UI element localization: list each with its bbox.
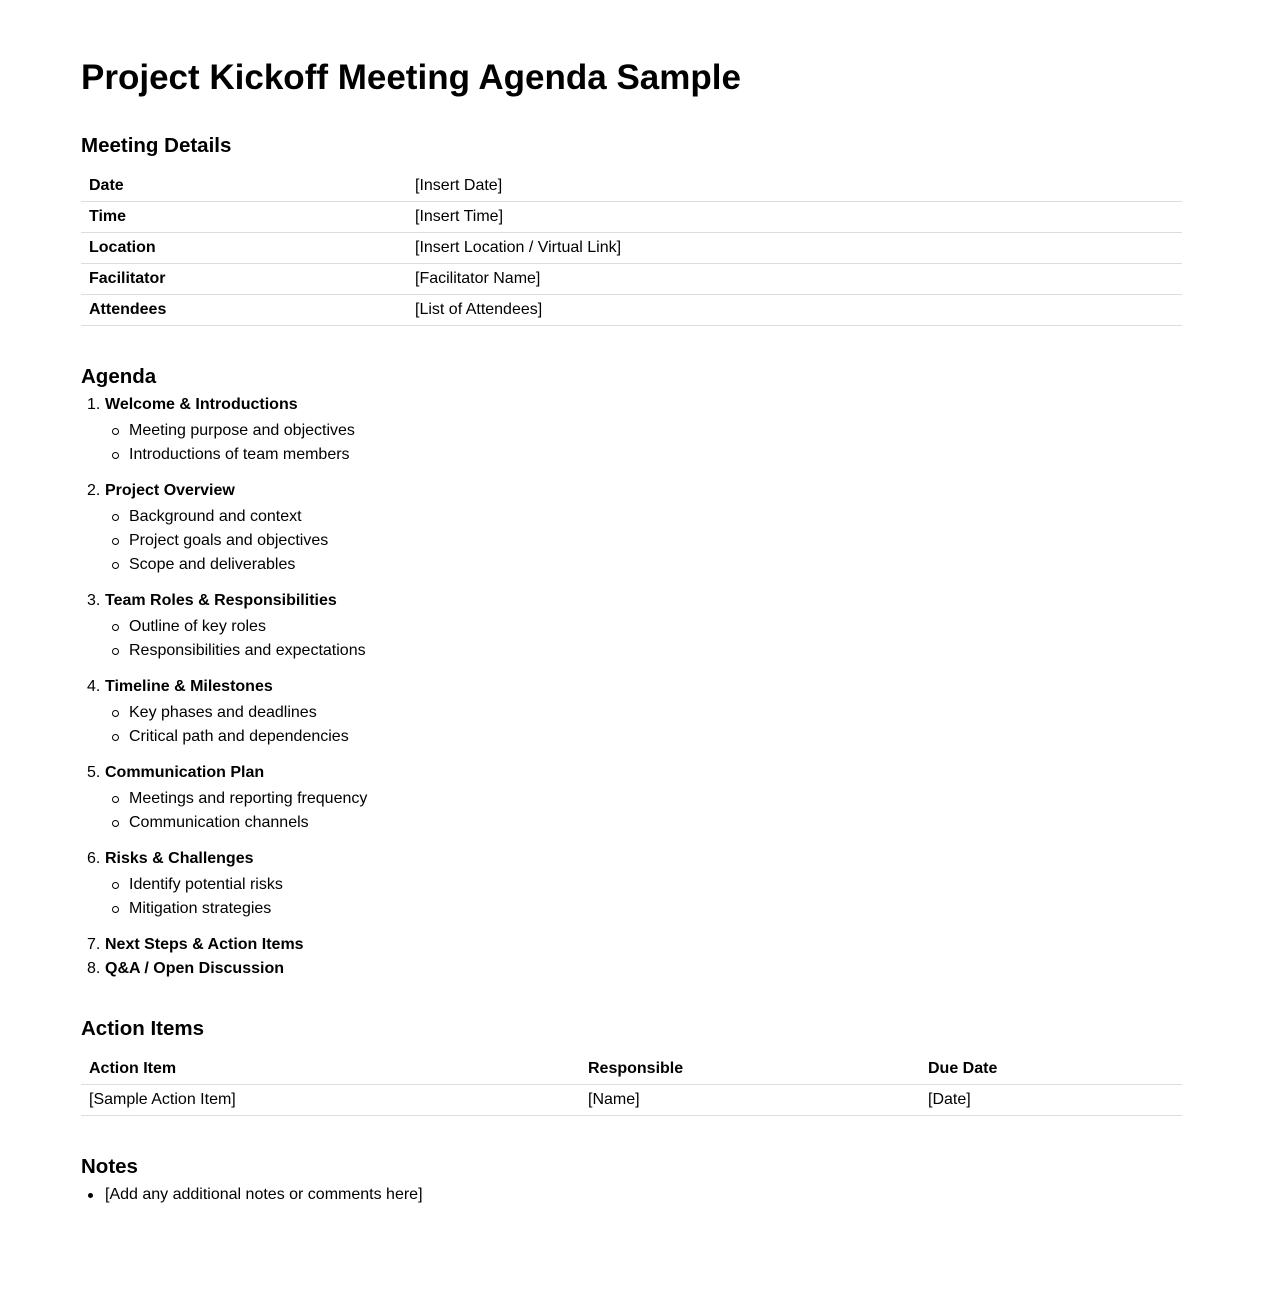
subitem-text: Project goals and objectives (129, 532, 329, 549)
note-text: [Add any additional notes or comments here] (105, 1186, 423, 1203)
circle-bullet-icon (112, 538, 119, 545)
detail-value: [Insert Date] (407, 171, 1182, 202)
subitem-text: Meeting purpose and objectives (129, 422, 355, 439)
table-row (81, 171, 1182, 202)
circle-bullet-icon (112, 428, 119, 435)
list-item (105, 873, 367, 897)
disc-bullet-icon (88, 1193, 93, 1198)
agenda-item (81, 761, 367, 847)
detail-value: [Insert Time] (407, 202, 1182, 233)
agenda-item (81, 675, 367, 761)
column-header: Responsible (580, 1054, 920, 1085)
meeting-details-heading: Meeting Details (81, 134, 232, 157)
agenda-item-title: Project Overview (105, 482, 235, 499)
column-header: Due Date (920, 1054, 1182, 1085)
subitem-text: Responsibilities and expectations (129, 642, 366, 659)
detail-value: [List of Attendees] (407, 295, 1182, 326)
subitem-text: Mitigation strategies (129, 900, 272, 917)
agenda-subitems (105, 419, 367, 479)
notes-list (81, 1183, 423, 1207)
subitem-text: Key phases and deadlines (129, 704, 317, 721)
agenda-item-title: Timeline & Milestones (105, 678, 273, 695)
agenda-item (81, 589, 367, 675)
subitem-text: Outline of key roles (129, 618, 266, 635)
table-row (81, 202, 1182, 233)
subitem-text: Scope and deliverables (129, 556, 296, 573)
notes-heading: Notes (81, 1155, 138, 1178)
agenda-subitems (105, 615, 367, 675)
detail-label: Date (81, 171, 407, 202)
action-items-heading: Action Items (81, 1017, 205, 1040)
list-item (105, 553, 367, 577)
detail-label: Location (81, 233, 407, 264)
detail-label: Attendees (81, 295, 407, 326)
agenda-subitems (105, 873, 367, 933)
circle-bullet-icon (112, 514, 119, 521)
agenda-item-title: Welcome & Introductions (105, 396, 298, 413)
agenda-list (81, 393, 367, 981)
list-item (105, 639, 367, 663)
detail-label: Time (81, 202, 407, 233)
circle-bullet-icon (112, 452, 119, 459)
list-item (105, 701, 367, 725)
detail-label: Facilitator (81, 264, 407, 295)
circle-bullet-icon (112, 820, 119, 827)
circle-bullet-icon (112, 882, 119, 889)
agenda-item-title: Risks & Challenges (105, 850, 254, 867)
circle-bullet-icon (112, 734, 119, 741)
agenda-item-number: 6. (87, 850, 101, 867)
list-item (105, 787, 367, 811)
subitem-text: Identify potential risks (129, 876, 283, 893)
list-item (105, 505, 367, 529)
agenda-item-title: Next Steps & Action Items (105, 936, 304, 953)
action-item-cell: [Sample Action Item] (81, 1085, 580, 1116)
agenda-item-title: Communication Plan (105, 764, 265, 781)
agenda-item-number: 3. (87, 592, 101, 609)
agenda-item (81, 847, 367, 933)
agenda-subitems (105, 701, 367, 761)
agenda-item-title: Team Roles & Responsibilities (105, 592, 337, 609)
responsible-cell: [Name] (580, 1085, 920, 1116)
subitem-text: Critical path and dependencies (129, 728, 349, 745)
list-item (105, 615, 367, 639)
table-row (81, 233, 1182, 264)
circle-bullet-icon (112, 906, 119, 913)
meeting-details-table (81, 171, 1182, 326)
detail-value: [Insert Location / Virtual Link] (407, 233, 1182, 264)
list-item (105, 811, 367, 835)
list-item (105, 897, 367, 921)
circle-bullet-icon (112, 710, 119, 717)
subitem-text: Introductions of team members (129, 446, 350, 463)
subitem-text: Meetings and reporting frequency (129, 790, 368, 807)
subitem-text: Background and context (129, 508, 302, 525)
list-item (105, 529, 367, 553)
table-header-row (81, 1054, 1182, 1085)
circle-bullet-icon (112, 562, 119, 569)
agenda-item (81, 479, 367, 589)
agenda-item (81, 393, 367, 479)
subitem-text: Communication channels (129, 814, 309, 831)
agenda-item-number: 8. (87, 960, 101, 977)
agenda-subitems (105, 787, 367, 847)
agenda-heading: Agenda (81, 365, 157, 388)
agenda-subitems (105, 505, 367, 589)
column-header: Action Item (81, 1054, 580, 1085)
circle-bullet-icon (112, 624, 119, 631)
table-row (81, 1085, 1182, 1116)
agenda-item-title: Q&A / Open Discussion (105, 960, 284, 977)
table-row (81, 264, 1182, 295)
circle-bullet-icon (112, 648, 119, 655)
list-item (105, 725, 367, 749)
list-item (105, 419, 367, 443)
agenda-item-number: 5. (87, 764, 101, 781)
page-title: Project Kickoff Meeting Agenda Sample (81, 58, 741, 97)
list-item (105, 443, 367, 467)
agenda-item (81, 933, 367, 957)
agenda-item-number: 2. (87, 482, 101, 499)
table-row (81, 295, 1182, 326)
circle-bullet-icon (112, 796, 119, 803)
action-items-table (81, 1054, 1182, 1116)
agenda-item (81, 957, 367, 981)
list-item (81, 1183, 423, 1207)
agenda-item-number: 7. (87, 936, 101, 953)
detail-value: [Facilitator Name] (407, 264, 1182, 295)
agenda-item-number: 4. (87, 678, 101, 695)
agenda-item-number: 1. (87, 396, 101, 413)
due-date-cell: [Date] (920, 1085, 1182, 1116)
